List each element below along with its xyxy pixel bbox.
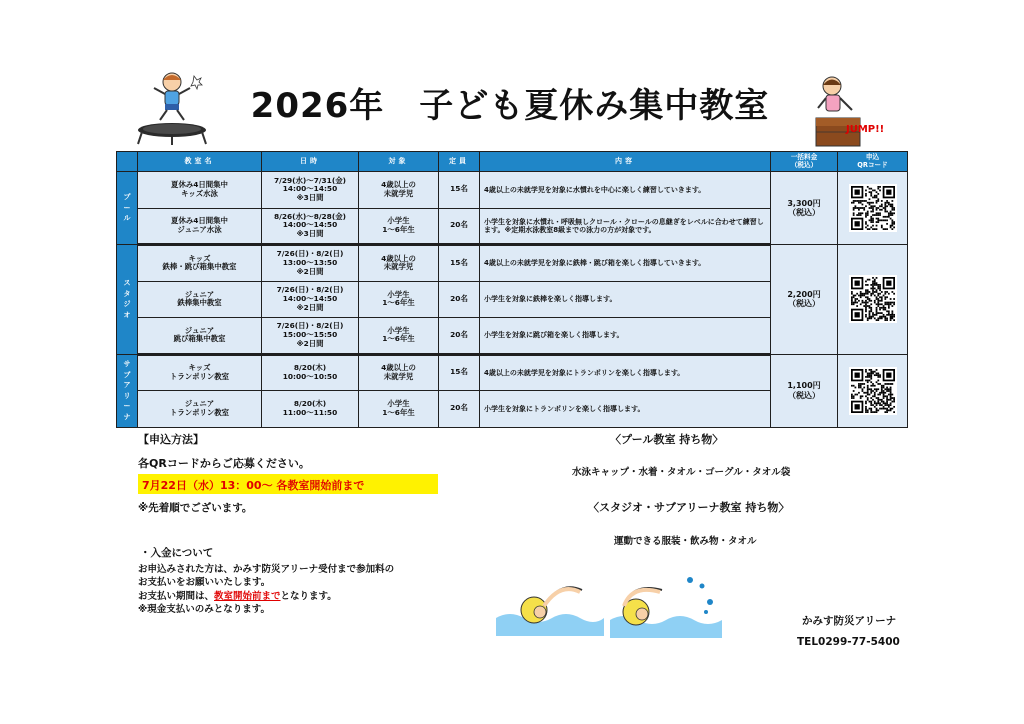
class-content: 小学生を対象に水慣れ・呼吸無しクロール・クロールの息継ぎをレベルに合わせて練習します。※定期水泳教室8級までの泳力の方が対象です。	[480, 208, 771, 245]
class-capacity: 20名	[439, 391, 480, 428]
class-datetime: 8/26(水)〜8/28(金) 14:00〜14:50 ※3日間	[262, 208, 359, 245]
fee-pool: 3,300円 （税込）	[771, 172, 838, 245]
class-content: 小学生を対象にトランポリンを楽しく指導します。	[480, 391, 771, 428]
class-target: 小学生 1〜6年生	[359, 318, 439, 355]
class-name: 夏休み4日間集中 キッズ水泳	[138, 172, 262, 209]
qr-code-icon[interactable]	[849, 367, 897, 415]
class-content: 4歳以上の未就学児を対象に水慣れを中心に楽しく練習していきます。	[480, 172, 771, 209]
table-header-row	[117, 152, 908, 172]
class-target: 4歳以上の 未就学児	[359, 354, 439, 391]
category-subarena: サブアリーナ	[117, 354, 138, 427]
class-content: 4歳以上の未就学児を対象に鉄棒・跳び箱を楽しく指導していきます。	[480, 245, 771, 282]
apply-deadline: 7月22日（水）13：00〜 各教室開始前まで	[138, 474, 438, 494]
pool-belongings-heading: 〈プール教室 持ち物〉	[610, 433, 724, 446]
class-capacity: 20名	[439, 281, 480, 318]
header-target: 対象	[359, 152, 439, 172]
class-content: 4歳以上の未就学児を対象にトランポリンを楽しく指導します。	[480, 354, 771, 391]
header-datetime: 日時	[262, 152, 359, 172]
class-name: ジュニア トランポリン教室	[138, 391, 262, 428]
apply-note: ※先着順でございます。	[138, 502, 253, 514]
class-datetime: 7/29(水)〜7/31(金) 14:00〜14:50 ※3日間	[262, 172, 359, 209]
category-studio: スタジオ	[117, 245, 138, 355]
class-capacity: 15名	[439, 245, 480, 282]
class-target: 小学生 1〜6年生	[359, 281, 439, 318]
swimming-child-illustration	[496, 574, 604, 636]
class-target: 小学生 1〜6年生	[359, 208, 439, 245]
class-target: 小学生 1〜6年生	[359, 391, 439, 428]
table-row	[117, 172, 908, 209]
header-name: 教室名	[138, 152, 262, 172]
class-name: ジュニア 鉄棒集中教室	[138, 281, 262, 318]
header-fee: 一括料金 （税込）	[771, 152, 838, 172]
header-category	[117, 152, 138, 172]
class-datetime: 7/26(日)・8/2(日) 13:00〜13:50 ※2日間	[262, 245, 359, 282]
payment-deadline-highlight: 教室開始前まで	[214, 590, 281, 602]
class-name: キッズ 鉄棒・跳び箱集中教室	[138, 245, 262, 282]
boy-on-trampoline-illustration	[132, 68, 214, 146]
venue-phone: TEL0299-77-5400	[797, 636, 900, 648]
swimming-child-illustration	[610, 572, 722, 638]
class-content: 小学生を対象に鉄棒を楽しく指導します。	[480, 281, 771, 318]
class-name: キッズ トランポリン教室	[138, 354, 262, 391]
payment-heading: ・入金について	[140, 547, 214, 559]
class-content: 小学生を対象に跳び箱を楽しく指導します。	[480, 318, 771, 355]
class-target: 4歳以上の 未就学児	[359, 245, 439, 282]
header-capacity: 定員	[439, 152, 480, 172]
venue-name: かみす防災アリーナ	[802, 615, 897, 627]
class-datetime: 7/26(日)・8/2(日) 15:00〜15:50 ※2日間	[262, 318, 359, 355]
girl-jumping-vaulting-box-illustration	[806, 72, 884, 148]
payment-body: お申込みされた方は、かみす防災アリーナ受付まで参加料の お支払いをお願いいたします。 お支払い期間は、教室開始前までとなります。 ※現金支払いのみとなります。	[138, 564, 395, 615]
class-capacity: 20名	[439, 318, 480, 355]
studio-belongings-list: 運動できる服装・飲み物・タオル	[614, 536, 757, 547]
class-capacity: 15名	[439, 354, 480, 391]
class-target: 4歳以上の 未就学児	[359, 172, 439, 209]
qr-code-icon[interactable]	[849, 275, 897, 323]
fee-studio: 2,200円 （税込）	[771, 245, 838, 355]
class-name: ジュニア 跳び箱集中教室	[138, 318, 262, 355]
category-pool: プール	[117, 172, 138, 245]
class-capacity: 15名	[439, 172, 480, 209]
qr-code-subarena[interactable]	[838, 354, 908, 427]
jump-text: JUMP!!	[846, 124, 884, 135]
class-datetime: 7/26(日)・8/2(日) 14:00〜14:50 ※2日間	[262, 281, 359, 318]
table-row	[117, 354, 908, 391]
qr-code-studio[interactable]	[838, 245, 908, 355]
apply-heading: 【申込方法】	[138, 433, 204, 446]
studio-belongings-heading: 〈スタジオ・サブアリーナ教室 持ち物〉	[588, 501, 790, 514]
pool-belongings-list: 水泳キャップ・水着・タオル・ゴーグル・タオル袋	[572, 467, 791, 478]
class-datetime: 8/20(木) 10:00〜10:50	[262, 354, 359, 391]
page-title: 2026年 子ども夏休み集中教室	[250, 86, 770, 126]
fee-subarena: 1,100円 （税込）	[771, 354, 838, 427]
class-name: 夏休み4日間集中 ジュニア水泳	[138, 208, 262, 245]
table-row	[117, 245, 908, 282]
apply-instruction: 各QRコードからご応募ください。	[138, 457, 310, 470]
header-qr: 申込 QRコード	[838, 152, 908, 172]
schedule-table	[116, 151, 908, 428]
header-content: 内容	[480, 152, 771, 172]
class-datetime: 8/20(木) 11:00〜11:50	[262, 391, 359, 428]
qr-code-pool[interactable]	[838, 172, 908, 245]
class-capacity: 20名	[439, 208, 480, 245]
qr-code-icon[interactable]	[849, 184, 897, 232]
